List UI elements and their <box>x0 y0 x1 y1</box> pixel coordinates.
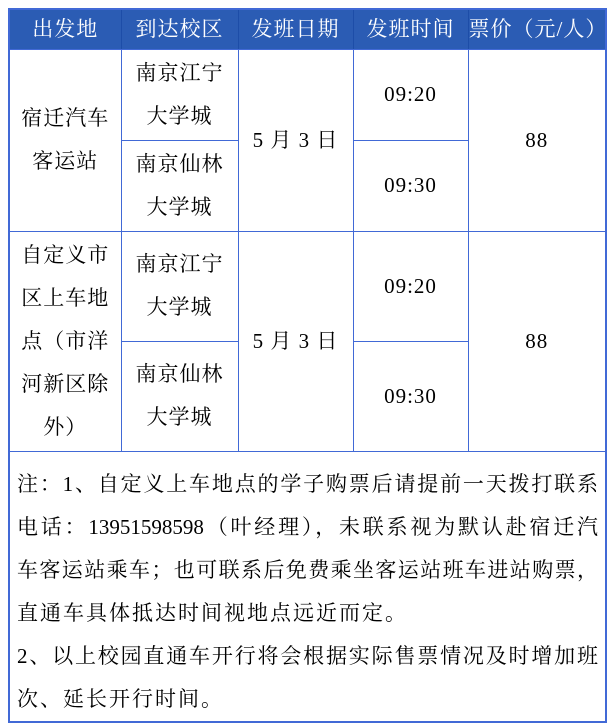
date-cell: 5 月 3 日 <box>238 49 353 231</box>
header-ticket-price: 票价（元/人） <box>468 9 606 49</box>
notes-row <box>9 451 606 722</box>
price-cell: 88 <box>468 49 606 231</box>
note-line: 直通车具体抵达时间视地点远近而定。 <box>17 600 408 625</box>
time-cell: 09:20 <box>353 49 468 140</box>
date-cell: 5 月 3 日 <box>238 231 353 451</box>
header-departure-place: 出发地 <box>9 9 121 49</box>
note-line: 次、延长开行时间。 <box>17 686 224 711</box>
note-line: 车客运站乘车；也可联系后免费乘坐客运站班车进站购票， <box>17 557 598 582</box>
note-line: 注：1、自定义上车地点的学子购票后请提前一天拨打联系 <box>17 471 598 496</box>
origin-cell-suqian-station: 宿迁汽车客运站 <box>9 49 121 231</box>
price-cell: 88 <box>468 231 606 451</box>
table-row <box>9 49 606 140</box>
header-departure-date: 发班日期 <box>238 9 353 49</box>
bus-schedule-table <box>8 8 607 723</box>
notes-section <box>9 451 606 722</box>
origin-cell-custom-pickup: 自定义市区上车地点（市洋河新区除外） <box>9 231 121 451</box>
header-arrival-campus: 到达校区 <box>121 9 238 49</box>
campus-cell: 南京江宁大学城 <box>121 49 238 140</box>
note-line: 2、以上校园直通车开行将会根据实际售票情况及时增加班 <box>17 643 598 668</box>
time-cell: 09:30 <box>353 341 468 451</box>
note-line: 电话：13951598598（叶经理），未联系视为默认赴宿迁汽 <box>17 514 598 539</box>
campus-cell: 南京仙林大学城 <box>121 140 238 231</box>
header-departure-time: 发班时间 <box>353 9 468 49</box>
table-row <box>9 231 606 341</box>
table-header-row <box>9 9 606 49</box>
campus-cell: 南京仙林大学城 <box>121 341 238 451</box>
time-cell: 09:20 <box>353 231 468 341</box>
bus-schedule-document <box>8 8 608 711</box>
campus-cell: 南京江宁大学城 <box>121 231 238 341</box>
time-cell: 09:30 <box>353 140 468 231</box>
